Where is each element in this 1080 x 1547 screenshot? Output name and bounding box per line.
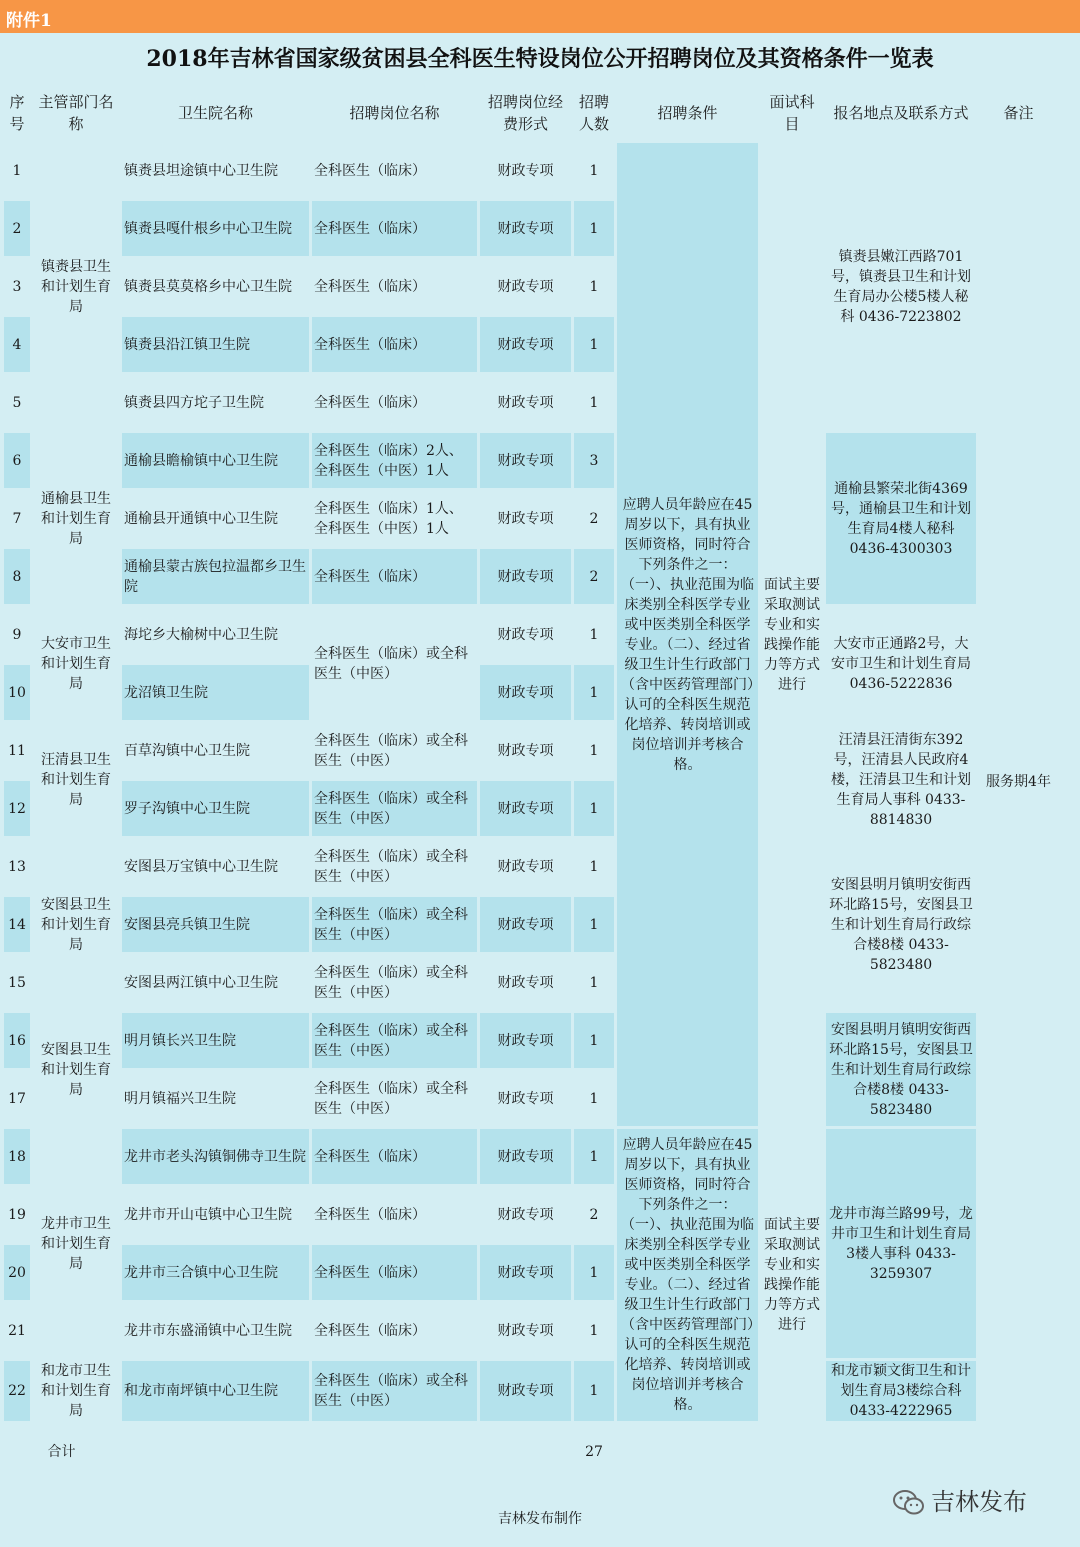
cell-position: 全科医生（临床）或全科医生（中医） [312,607,477,720]
cell-count: 1 [574,201,614,256]
header-count: 招聘人数 [574,86,614,140]
cell-count: 1 [574,317,614,372]
table-row [4,433,1058,488]
cell-hospital: 明月镇福兴卫生院 [122,1071,309,1126]
cell-hospital: 镇赉县嘎什根乡中心卫生院 [122,201,309,256]
cell-count: 2 [574,549,614,604]
cell-hospital: 明月镇长兴卫生院 [122,1013,309,1068]
cell-hospital: 龙井市开山屯镇中心卫生院 [122,1187,309,1242]
recruitment-table [1,83,1061,1482]
total-label: 合计 [4,1424,119,1479]
cell-count: 1 [574,259,614,314]
cell-position: 全科医生（临床） [312,549,477,604]
cell-dept: 镇赉县卫生和计划生育局 [33,143,119,430]
cell-hospital: 龙沼镇卫生院 [122,665,309,720]
cell-dept: 龙井市卫生和计划生育局 [33,1129,119,1358]
cell-hospital: 和龙市南坪镇中心卫生院 [122,1361,309,1421]
cell-position: 全科医生（临床）或全科医生（中医） [312,1013,477,1068]
cell-hospital: 百草沟镇中心卫生院 [122,723,309,778]
table-row [4,839,1058,894]
cell-seq: 8 [4,549,30,604]
cell-seq: 13 [4,839,30,894]
cell-count: 1 [574,955,614,1010]
cell-funding: 财政专项 [480,723,571,778]
cell-seq: 18 [4,1129,30,1184]
cell-count: 1 [574,839,614,894]
cell-position: 全科医生（临床） [312,1303,477,1358]
cell-funding: 财政专项 [480,1129,571,1184]
cell-position: 全科医生（临床） [312,1187,477,1242]
cell-funding: 财政专项 [480,1013,571,1068]
cell-contact: 安图县明月镇明安街西环北路15号，安图县卫生和计划生育局行政综合楼8楼 0433-5823480 [826,839,976,1010]
cell-contact: 镇赉县嫩江西路701号，镇赉县卫生和计划生育局办公楼5楼人秘科 0436-7223802 [826,143,976,430]
cell-seq: 22 [4,1361,30,1421]
cell-hospital: 镇赉县莫莫格乡中心卫生院 [122,259,309,314]
cell-position: 全科医生（临床）或全科医生（中医） [312,897,477,952]
cell-funding: 财政专项 [480,317,571,372]
cell-hospital: 镇赉县四方坨子卫生院 [122,375,309,430]
header-funding: 招聘岗位经费形式 [480,86,571,140]
cell-count: 2 [574,1187,614,1242]
cell-hospital: 龙井市三合镇中心卫生院 [122,1245,309,1300]
cell-count: 1 [574,1013,614,1068]
cell-conditions: 应聘人员年龄应在45周岁以下，具有执业医师资格，同时符合下列条件之一：（一）、执业范围为临床类别全科医学专业或中医类别全科医学专业。（二）、经过省级卫生计生行政部门（含中医药管理部门）认可的全科医生规范化培养、转岗培训或岗位培训并考核合格。 [617,1129,758,1421]
cell-seq: 3 [4,259,30,314]
cell-funding: 财政专项 [480,781,571,836]
cell-hospital: 通榆县蒙古族包拉温都乡卫生院 [122,549,309,604]
cell-position: 全科医生（临床） [312,259,477,314]
cell-funding: 财政专项 [480,839,571,894]
cell-dept: 汪清县卫生和计划生育局 [33,723,119,836]
cell-funding: 财政专项 [480,143,571,198]
cell-count: 1 [574,1361,614,1421]
cell-position: 全科医生（临床） [312,1129,477,1184]
cell-hospital: 龙井市老头沟镇铜佛寺卫生院 [122,1129,309,1184]
header-remark: 备注 [979,86,1058,140]
cell-funding: 财政专项 [480,897,571,952]
cell-seq: 7 [4,491,30,546]
cell-count: 1 [574,1303,614,1358]
cell-hospital: 通榆县瞻榆镇中心卫生院 [122,433,309,488]
header-interview: 面试科目 [761,86,823,140]
cell-seq: 17 [4,1071,30,1126]
cell-position: 全科医生（临床）或全科医生（中医） [312,839,477,894]
cell-funding: 财政专项 [480,549,571,604]
cell-seq: 9 [4,607,30,662]
cell-seq: 1 [4,143,30,198]
cell-hospital: 安图县万宝镇中心卫生院 [122,839,309,894]
attachment-label: 附件1 [6,11,52,31]
cell-position: 全科医生（临床） [312,1245,477,1300]
total-count: 27 [574,1424,614,1479]
table-row [4,723,1058,778]
cell-dept: 和龙市卫生和计划生育局 [33,1361,119,1421]
cell-count: 1 [574,1071,614,1126]
table-row [4,1013,1058,1068]
cell-contact: 和龙市颖文街卫生和计划生育局3楼综合科 0433-4222965 [826,1361,976,1421]
cell-count: 1 [574,1245,614,1300]
cell-conditions: 应聘人员年龄应在45周岁以下，具有执业医师资格，同时符合下列条件之一：（一）、执业范围为临床类别全科医学专业或中医类别全科医学专业。（二）、经过省级卫生计生行政部门（含中医药管理部门）认可的全科医生规范化培养、转岗培训或岗位培训并考核合格。 [617,143,758,1126]
cell-count: 1 [574,143,614,198]
footer-credit: 吉林发布制作 [498,1511,582,1527]
cell-count: 1 [574,1129,614,1184]
cell-funding: 财政专项 [480,1303,571,1358]
cell-funding: 财政专项 [480,375,571,430]
cell-funding: 财政专项 [480,955,571,1010]
cell-hospital: 龙井市东盛涌镇中心卫生院 [122,1303,309,1358]
cell-position: 全科医生（临床）或全科医生（中医） [312,781,477,836]
cell-hospital: 安图县亮兵镇卫生院 [122,897,309,952]
cell-count: 1 [574,665,614,720]
attachment-bar [0,0,1080,33]
header-hospital: 卫生院名称 [122,86,309,140]
cell-dept: 安图县卫生和计划生育局 [33,1013,119,1126]
cell-count: 1 [574,607,614,662]
cell-interview: 面试主要采取测试专业和实践操作能力等方式进行 [761,1129,823,1421]
cell-hospital: 罗子沟镇中心卫生院 [122,781,309,836]
cell-contact: 大安市正通路2号，大安市卫生和计划生育局 0436-5222836 [826,607,976,720]
cell-seq: 21 [4,1303,30,1358]
header-conditions: 招聘条件 [617,86,758,140]
cell-seq: 14 [4,897,30,952]
cell-position: 全科医生（临床）或全科医生（中医） [312,1071,477,1126]
header-seq: 序号 [4,86,30,140]
cell-position: 全科医生（临床） [312,317,477,372]
cell-contact: 汪清县汪清街东392号，汪清县人民政府4楼，汪清县卫生和计划生育局人事科 0433-8814830 [826,723,976,836]
cell-position: 全科医生（临床）或全科医生（中医） [312,1361,477,1421]
page-title: 2018年吉林省国家级贫困县全科医生特设岗位公开招聘岗位及其资格条件一览表 [146,46,934,72]
cell-dept: 安图县卫生和计划生育局 [33,839,119,1010]
cell-funding: 财政专项 [480,607,571,662]
cell-contact: 龙井市海兰路99号，龙井市卫生和计划生育局3楼人事科 0433-3259307 [826,1129,976,1358]
header-contact: 报名地点及联系方式 [826,86,976,140]
cell-count: 1 [574,723,614,778]
cell-seq: 2 [4,201,30,256]
cell-seq: 10 [4,665,30,720]
cell-position: 全科医生（临床）或全科医生（中医） [312,723,477,778]
watermark-text: 吉林发布 [931,1488,1027,1516]
cell-seq: 12 [4,781,30,836]
cell-seq: 6 [4,433,30,488]
cell-funding: 财政专项 [480,665,571,720]
cell-funding: 财政专项 [480,201,571,256]
cell-seq: 4 [4,317,30,372]
cell-funding: 财政专项 [480,433,571,488]
cell-hospital: 通榆县开通镇中心卫生院 [122,491,309,546]
table-row [4,607,1058,662]
cell-position: 全科医生（临床） [312,375,477,430]
cell-seq: 20 [4,1245,30,1300]
cell-position: 全科医生（临床）2人、全科医生（中医）1人 [312,433,477,488]
cell-seq: 5 [4,375,30,430]
header-dept: 主管部门名称 [33,86,119,140]
cell-seq: 15 [4,955,30,1010]
cell-interview: 面试主要采取测试专业和实践操作能力等方式进行 [761,143,823,1126]
table-header-row [4,86,1058,140]
cell-seq: 11 [4,723,30,778]
watermark [893,1482,1027,1517]
cell-count: 3 [574,433,614,488]
cell-position: 全科医生（临床）或全科医生（中医） [312,955,477,1010]
cell-hospital: 镇赉县沿江镇卫生院 [122,317,309,372]
cell-hospital: 镇赉县坦途镇中心卫生院 [122,143,309,198]
cell-contact: 安图县明月镇明安街西环北路15号，安图县卫生和计划生育局行政综合楼8楼 0433-5823480 [826,1013,976,1126]
total-row [4,1424,1058,1479]
cell-hospital: 安图县两江镇中心卫生院 [122,955,309,1010]
cell-hospital: 海坨乡大榆树中心卫生院 [122,607,309,662]
cell-funding: 财政专项 [480,1361,571,1421]
cell-funding: 财政专项 [480,1071,571,1126]
cell-count: 1 [574,781,614,836]
cell-dept: 大安市卫生和计划生育局 [33,607,119,720]
cell-funding: 财政专项 [480,491,571,546]
cell-remark: 服务期4年 [979,143,1058,1421]
cell-count: 1 [574,375,614,430]
header-position: 招聘岗位名称 [312,86,477,140]
cell-seq: 19 [4,1187,30,1242]
table-row [4,1361,1058,1421]
cell-funding: 财政专项 [480,1245,571,1300]
wechat-icon [893,1489,925,1517]
cell-position: 全科医生（临床） [312,143,477,198]
cell-funding: 财政专项 [480,259,571,314]
table-row [4,1129,1058,1184]
cell-count: 1 [574,897,614,952]
cell-position: 全科医生（临床）1人、全科医生（中医）1人 [312,491,477,546]
cell-dept: 通榆县卫生和计划生育局 [33,433,119,604]
table-row [4,143,1058,198]
cell-position: 全科医生（临床） [312,201,477,256]
cell-funding: 财政专项 [480,1187,571,1242]
cell-contact: 通榆县繁荣北街4369号，通榆县卫生和计划生育局4楼人秘科 0436-4300303 [826,433,976,604]
cell-seq: 16 [4,1013,30,1068]
cell-count: 2 [574,491,614,546]
